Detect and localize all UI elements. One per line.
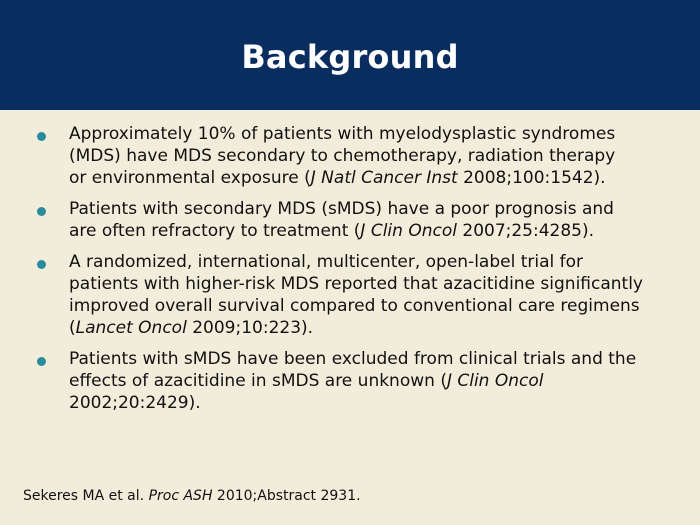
journal-citation: J Natl Cancer Inst bbox=[310, 168, 458, 188]
bullet-line bbox=[69, 167, 676, 189]
bullet-text bbox=[69, 251, 676, 339]
journal-citation: J Clin Oncol bbox=[360, 221, 457, 241]
bullet-line bbox=[69, 273, 676, 295]
text-run: Patients with sMDS have been excluded from clinical trials and the bbox=[69, 349, 637, 369]
bullet-line bbox=[69, 392, 676, 414]
bullet-line bbox=[69, 348, 676, 370]
text-run: 2008;100:1542). bbox=[457, 168, 606, 188]
bullet-item bbox=[0, 348, 700, 414]
reference-authors: Sekeres MA et al. bbox=[23, 488, 149, 504]
journal-citation: Lancet Oncol bbox=[75, 318, 187, 338]
bullet-text bbox=[69, 198, 676, 242]
bullet-text bbox=[69, 348, 676, 414]
bullet-line bbox=[69, 198, 676, 220]
text-run: effects of azacitidine in sMDS are unknown ( bbox=[69, 371, 447, 391]
reference-journal: Proc ASH bbox=[148, 488, 213, 504]
text-run: 2007;25:4285). bbox=[456, 221, 595, 241]
text-run: Patients with secondary MDS (sMDS) have a poor prognosis and bbox=[69, 199, 614, 219]
bullet-line bbox=[69, 251, 676, 273]
title-bar bbox=[0, 0, 700, 110]
bullet-line bbox=[69, 145, 676, 167]
bullet-line bbox=[69, 295, 676, 317]
bullet-item bbox=[0, 251, 700, 339]
bullet-dot-icon bbox=[37, 357, 46, 366]
text-run: Approximately 10% of patients with myelodysplastic syndromes bbox=[69, 124, 616, 144]
bullet-dot-icon bbox=[37, 132, 46, 141]
bullet-line bbox=[69, 220, 676, 242]
bullet-line bbox=[69, 123, 676, 145]
bullet-dot-icon bbox=[37, 260, 46, 269]
journal-citation: J Clin Oncol bbox=[446, 371, 544, 391]
text-run: are often refractory to treatment ( bbox=[69, 221, 361, 241]
reference-footer bbox=[23, 487, 361, 505]
bullet-item bbox=[0, 123, 700, 189]
text-run: ( bbox=[69, 318, 76, 338]
reference-details: 2010;Abstract 2931. bbox=[212, 488, 361, 504]
bullet-text bbox=[69, 123, 676, 189]
bullet-dot-icon bbox=[37, 207, 46, 216]
text-run: (MDS) have MDS secondary to chemotherapy, radiation therapy bbox=[69, 146, 616, 166]
text-run: A randomized, international, multicenter, open-label trial for bbox=[69, 252, 584, 272]
text-run: 2009;10:223). bbox=[186, 318, 314, 338]
bullet-line bbox=[69, 317, 676, 339]
text-run: patients with higher-risk MDS reported that azacitidine significantly bbox=[69, 274, 643, 294]
text-run: improved overall survival compared to conventional care regimens bbox=[69, 296, 640, 316]
bullet-item bbox=[0, 198, 700, 242]
bullet-line bbox=[69, 370, 676, 392]
bullet-list bbox=[0, 123, 700, 423]
text-run: 2002;20:2429). bbox=[69, 393, 201, 413]
text-run: or environmental exposure ( bbox=[69, 168, 311, 188]
slide-title: Background bbox=[241, 38, 459, 76]
